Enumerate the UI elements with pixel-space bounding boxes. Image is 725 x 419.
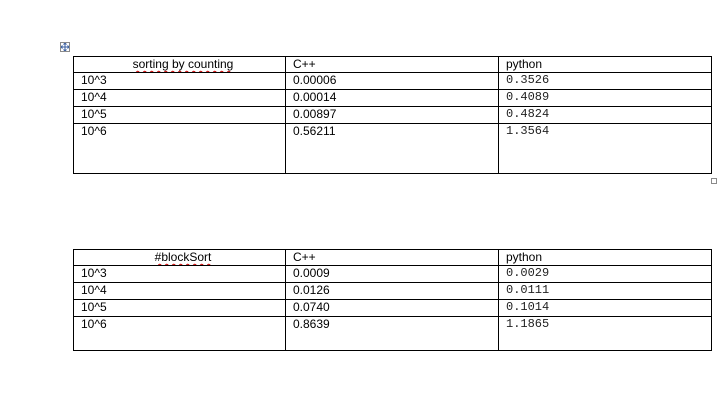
table-title: sorting by counting (132, 57, 234, 71)
table-title-cell[interactable] (74, 250, 286, 266)
cell-python[interactable]: 0.3526 (499, 73, 712, 90)
cell-python[interactable]: 0.0111 (499, 283, 712, 300)
cell-n[interactable]: 10^6 (74, 124, 286, 174)
table-row (74, 283, 712, 300)
table-counting-sort (73, 56, 712, 174)
table-row (74, 73, 712, 90)
table-move-handle-icon[interactable] (60, 42, 70, 52)
cell-n[interactable]: 10^3 (74, 266, 286, 283)
table-row (74, 300, 712, 317)
cell-n[interactable]: 10^6 (74, 317, 286, 351)
cell-cpp[interactable]: 0.8639 (286, 317, 499, 351)
table-title: #blockSort (154, 250, 212, 264)
table-header-row (74, 57, 712, 73)
cell-cpp[interactable]: 0.00897 (286, 107, 499, 124)
cell-cpp[interactable]: 0.0126 (286, 283, 499, 300)
cell-n[interactable]: 10^4 (74, 90, 286, 107)
cell-python[interactable]: 0.0029 (499, 266, 712, 283)
cell-n[interactable]: 10^4 (74, 283, 286, 300)
cell-n[interactable]: 10^5 (74, 107, 286, 124)
cell-n[interactable]: 10^3 (74, 73, 286, 90)
table-row (74, 317, 712, 351)
table-resize-handle[interactable] (711, 178, 717, 184)
table-header-row (74, 250, 712, 266)
header-cpp[interactable]: C++ (286, 250, 499, 266)
header-python[interactable]: python (499, 250, 712, 266)
cell-python[interactable]: 1.3564 (499, 124, 712, 174)
cell-cpp[interactable]: 0.56211 (286, 124, 499, 174)
cell-python[interactable]: 0.4089 (499, 90, 712, 107)
cell-cpp[interactable]: 0.0009 (286, 266, 499, 283)
cell-python[interactable]: 0.1014 (499, 300, 712, 317)
table-row (74, 107, 712, 124)
header-python[interactable]: python (499, 57, 712, 73)
cell-cpp[interactable]: 0.0740 (286, 300, 499, 317)
cell-python[interactable]: 1.1865 (499, 317, 712, 351)
cell-n[interactable]: 10^5 (74, 300, 286, 317)
cell-cpp[interactable]: 0.00014 (286, 90, 499, 107)
table-row (74, 90, 712, 107)
table-block-sort (73, 249, 712, 351)
cell-cpp[interactable]: 0.00006 (286, 73, 499, 90)
table-row (74, 124, 712, 174)
header-cpp[interactable]: C++ (286, 57, 499, 73)
table-row (74, 266, 712, 283)
table-title-cell[interactable] (74, 57, 286, 73)
cell-python[interactable]: 0.4824 (499, 107, 712, 124)
